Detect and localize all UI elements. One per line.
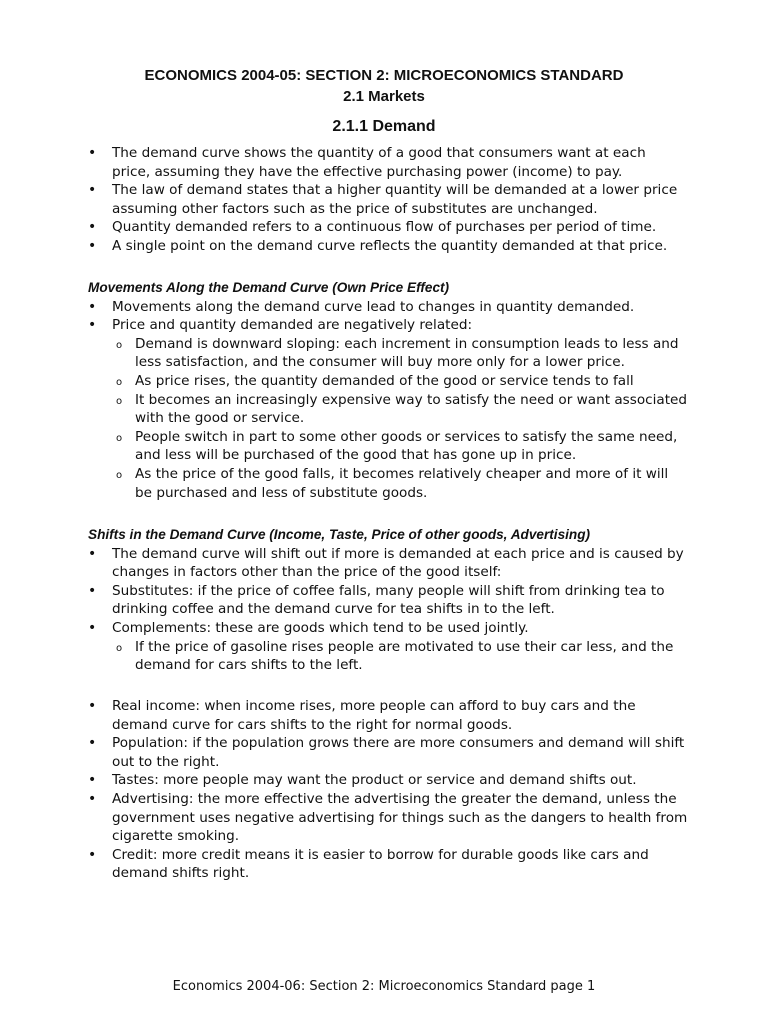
list-item: • The demand curve will shift out if more is demanded at each price and is caused by changes in factors other than the price of the good itself: xyxy=(88,545,688,582)
page-footer: Economics 2004-06: Section 2: Microeconomics Standard page 1 xyxy=(172,979,596,994)
sub-list-item: o Demand is downward sloping: each increment in consumption leads to less and less satisfaction, and the consumer will buy more only for a lower price. xyxy=(112,335,688,372)
list-item: • Credit: more credit means it is easier to borrow for durable goods like cars and demand shifts right. xyxy=(88,846,688,883)
movements-sublist xyxy=(88,335,688,502)
section-heading: 2.1.1 Demand xyxy=(332,118,436,135)
sub-list-item: o It becomes an increasingly expensive way to satisfy the need or want associated with the good or service. xyxy=(112,391,688,428)
list-item: • Population: if the population grows there are more consumers and demand will shift out to the right. xyxy=(88,734,688,771)
movements-list xyxy=(88,298,688,335)
document-subtitle: 2.1 Markets xyxy=(343,88,425,105)
intro-section xyxy=(88,144,688,256)
list-item: • Real income: when income rises, more people can afford to buy cars and the demand curve for cars shifts to the right for normal goods. xyxy=(88,697,688,734)
list-item: • Movements along the demand curve lead to changes in quantity demanded. xyxy=(88,298,688,317)
list-item: • The law of demand states that a higher quantity will be demanded at a lower price assuming other factors such as the price of substitutes are unchanged. xyxy=(88,181,688,218)
shifts-heading: Shifts in the Demand Curve (Income, Taste, Price of other goods, Advertising) xyxy=(88,527,591,542)
list-item: • A single point on the demand curve reflects the quantity demanded at that price. xyxy=(88,237,688,256)
shift-factors-list xyxy=(88,697,688,883)
list-item: • Complements: these are goods which tend to be used jointly. xyxy=(88,619,688,638)
list-item xyxy=(88,316,688,335)
sub-list-item: o As price rises, the quantity demanded of the good or service tends to fall xyxy=(112,372,688,391)
intro-list xyxy=(88,144,688,256)
list-item: • Tastes: more people may want the product or service and demand shifts out. xyxy=(88,771,688,790)
list-item: • Substitutes: if the price of coffee falls, many people will shift from drinking tea to drinking coffee and the demand curve for tea shifts in to the left. xyxy=(88,582,688,619)
shifts-list xyxy=(88,545,688,638)
movements-heading: Movements Along the Demand Curve (Own Price Effect) xyxy=(88,280,450,295)
movements-section xyxy=(88,279,688,502)
shifts-section xyxy=(88,526,688,675)
sub-list-item: o If the price of gasoline rises people are motivated to use their car less, and the demand for cars shifts to the left. xyxy=(112,638,688,675)
shifts-sublist xyxy=(88,638,688,675)
list-item: • Quantity demanded refers to a continuous flow of purchases per period of time. xyxy=(88,218,688,237)
list-item: • Advertising: the more effective the advertising the greater the demand, unless the government uses negative advertising for things such as the dangers to health from cigarette smoking. xyxy=(88,790,688,846)
shift-factors-section xyxy=(88,697,688,883)
sub-list-item: o People switch in part to some other goods or services to satisfy the same need, and less will be purchased of the good that has gone up in price. xyxy=(112,428,688,465)
list-item-text: Price and quantity demanded are negatively related: xyxy=(112,317,473,334)
document-title: ECONOMICS 2004-05: SECTION 2: MICROECONOMICS STANDARD xyxy=(144,67,624,84)
list-item: • The demand curve shows the quantity of a good that consumers want at each price, assuming they have the effective purchasing power (income) to pay. xyxy=(88,144,688,181)
sub-list-item: o As the price of the good falls, it becomes relatively cheaper and more of it will be purchased and less of substitute goods. xyxy=(112,465,688,502)
